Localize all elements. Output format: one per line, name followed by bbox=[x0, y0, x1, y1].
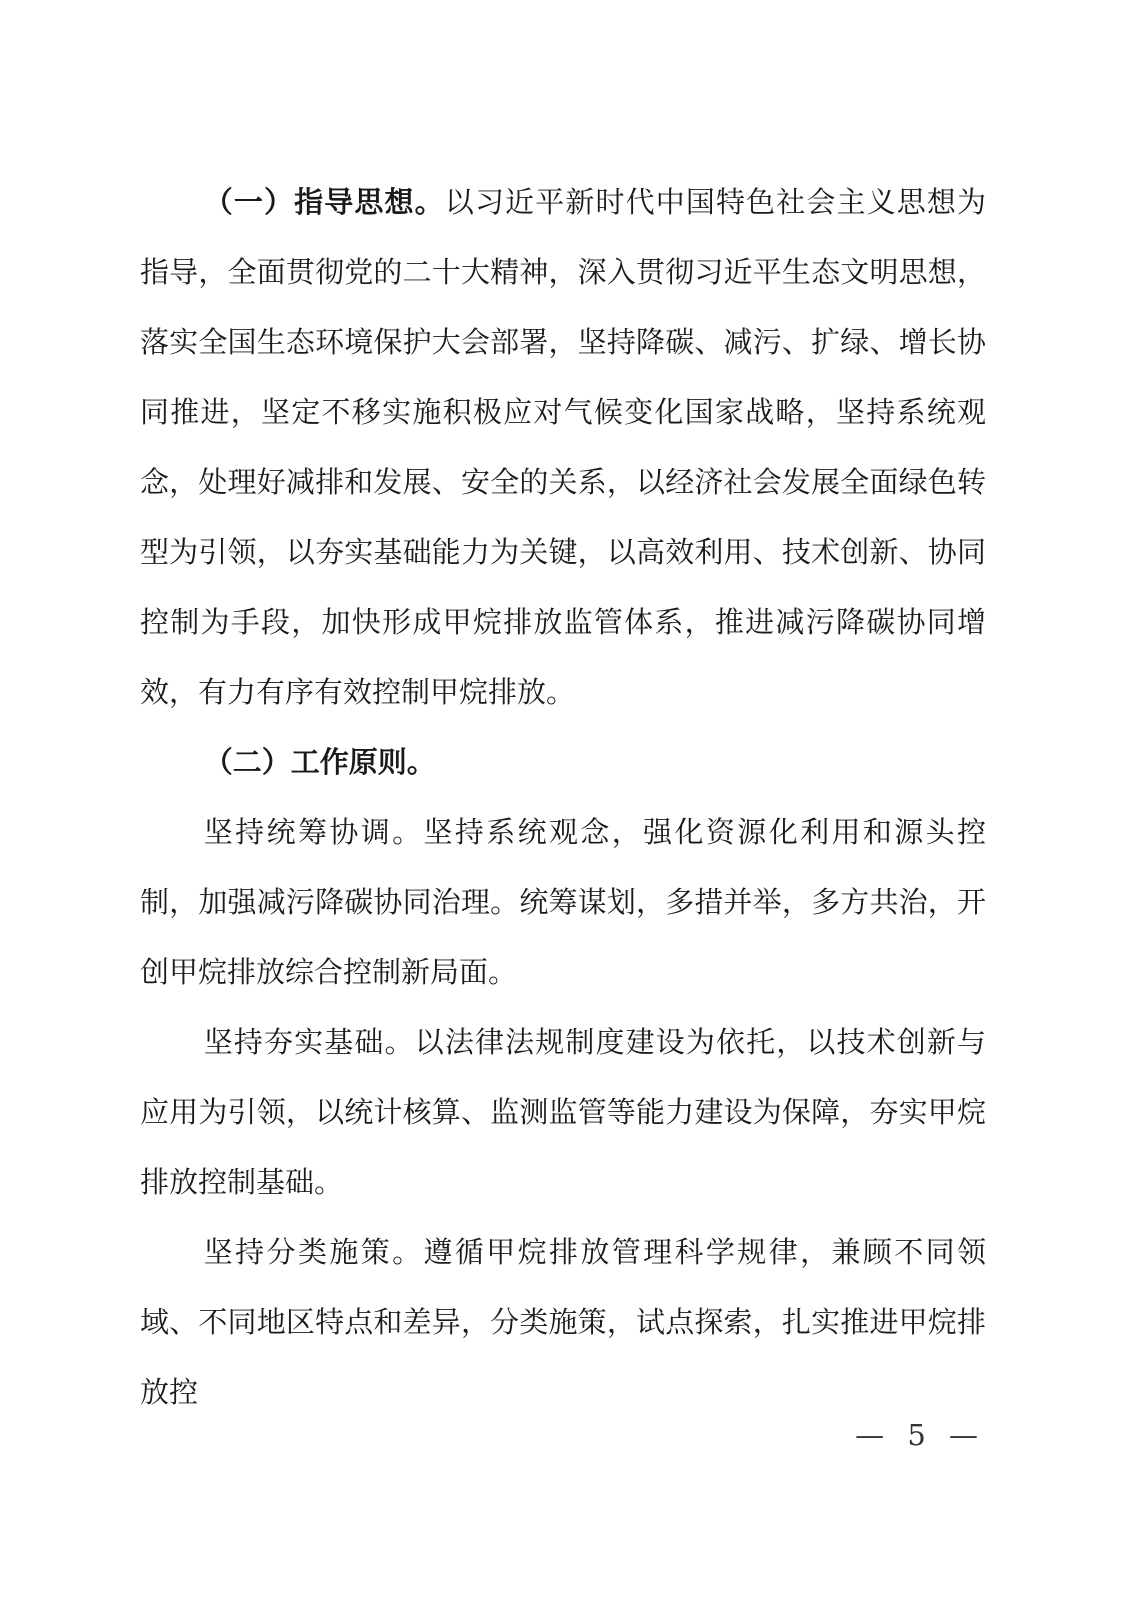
section-heading-work-principles: （二）工作原则。 bbox=[203, 747, 436, 779]
para-principle-classified-policy: 坚持分类施策。遵循甲烷排放管理科学规律，兼顾不同领域、不同地区特点和差异，分类施策，试点探索，扎实推进甲烷排放控 bbox=[140, 1237, 986, 1409]
section-heading-guiding-ideology: （一）指导思想。 bbox=[203, 187, 445, 219]
document-body bbox=[140, 168, 986, 1428]
para-guiding-ideology-text: 以习近平新时代中国特色社会主义思想为指导，全面贯彻党的二十大精神，深入贯彻习近平生态文明思想，落实全国生态环境保护大会部署，坚持降碳、减污、扩绿、增长协同推进，坚定不移实施积极应对气候变化国家战略，坚持系统观念，处理好减排和发展、安全的关系，以经济社会发展全面绿色转型为引领，以夯实基础能力为关键，以高效利用、技术创新、协同控制为手段，加快形成甲烷排放监管体系，推进减污降碳协同增效，有力有序有效控制甲烷排放。 bbox=[140, 187, 986, 709]
para-principle-foundation: 坚持夯实基础。以法律法规制度建设为依托，以技术创新与应用为引领，以统计核算、监测监管等能力建设为保障，夯实甲烷排放控制基础。 bbox=[140, 1027, 986, 1199]
page-footer bbox=[855, 1418, 985, 1452]
page-number: — 5 — bbox=[855, 1418, 985, 1452]
para-work-principles-heading bbox=[140, 728, 986, 798]
para-principle-coordination: 坚持统筹协调。坚持系统观念，强化资源化利用和源头控制，加强减污降碳协同治理。统筹谋划，多措并举，多方共治，开创甲烷排放综合控制新局面。 bbox=[140, 817, 986, 989]
para-guiding-ideology bbox=[140, 168, 986, 728]
